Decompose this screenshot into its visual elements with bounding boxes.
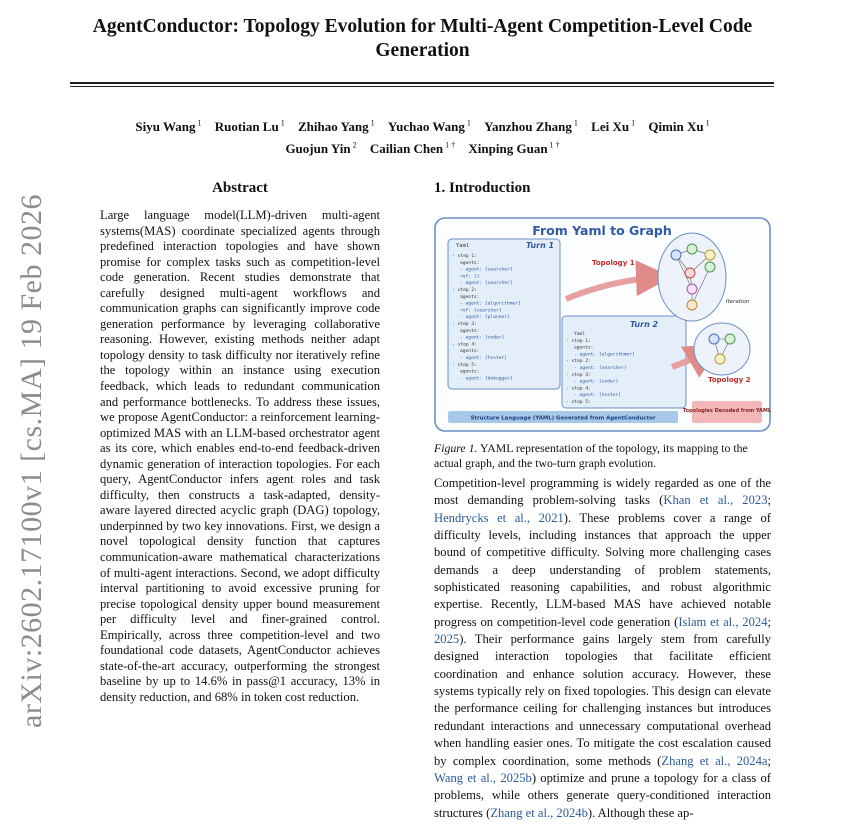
- topology1-node: [687, 244, 697, 254]
- author-affiliation: 1: [278, 119, 285, 128]
- author-name: Ruotian Lu $^1$: [214, 119, 285, 135]
- abstract-body: Large language model(LLM)-driven multi-agent systems(MAS) coordinate specialized agents through predefined interaction topologies and have shown promise for complex tasks such as competition-level code generation. Recent studies demonstrate that carefully designed multi-agent workflows and communication graphs can significantly improve code generation performance by leveraging collaborative reasoning. However, existing methods neither adapt topology density to task difficulty nor iteratively refine the topology within an instance using execution feedback, which leads to redundant communication and performance bottlenecks. To address these issues, we propose AgentConductor: a reinforcement learning-optimized MAS with an LLM-based orchestrator agent as its core, which enables end-to-end feedback-driven dynamic generation of interaction topologies. For each query, AgentConductor infers agent roles and task difficulty, then constructs a task-adapted, density-aware layered directed acyclic graph (DAG) topology, underpinned by two key innovations. First, we design a novel topological density function that captures communication-aware mathematical characterizations of multi-agent interactions. Second, we adopt difficulty interval partitioning to avoid excessive pruning for precise topological density upper bound measurement per difficulty level and finer-grained control. Empirically, across three competition-level and two foundational code datasets, AgentConductor achieves state-of-the-art accuracy, outperforming the strongest baseline by up to 14.6% in pass@1 accuracy, 13% in density reduction, and 68% in token cost reduction.: [100, 208, 380, 704]
- arxiv-stamp-text: arXiv:2602.17100v1 [cs.MA] 19 Feb 2026: [15, 194, 49, 728]
- figure-1-caption: [434, 441, 771, 470]
- author-affiliation: 1: [464, 119, 471, 128]
- intro-text: ). Although these ap-: [587, 805, 694, 820]
- introduction-heading: 1. Introduction: [434, 180, 531, 196]
- topology2-node: [709, 334, 719, 344]
- caption-text: YAML representation of the topology, its mapping to the actual graph, and the two-turn graph evolution.: [434, 441, 748, 470]
- topology1-node: [705, 262, 715, 272]
- bottom-right-label: Topologies Decoded from YAML: [682, 408, 771, 414]
- author-name: Lei Xu $^1$: [591, 119, 636, 135]
- yaml-line: agents:: [460, 349, 480, 355]
- paper-title: AgentConductor: Topology Evolution for Multi-Agent Competition-Level Code Generation: [92, 16, 753, 61]
- citation-link[interactable]: Wang et al., 2025b: [434, 770, 532, 785]
- yaml-line: - agent: [searcher]: [460, 267, 513, 273]
- yaml-line: - agent: [searcher]: [460, 281, 513, 287]
- author-affiliation: 2: [350, 140, 357, 150]
- yaml-line: agents:: [574, 345, 594, 351]
- yaml-line: Yaml: [574, 332, 586, 337]
- intro-text: ). These problems cover a range of difficulty levels, including instances that approach the upper bound of competitive difficulty. Solving more challenging cases demands a deep understanding of problem statements, sophisticated reasoning capabilities, and robust algorithmic expertise. Recently, LLM-based MAS have achieved notable progress on competition-level code generation (: [434, 510, 771, 629]
- topology1-label: Topology 1: [592, 259, 635, 267]
- yaml-line: ref: []: [460, 274, 480, 280]
- yaml-line: - agent: [searcher]: [574, 366, 627, 371]
- title-rule-thin: [70, 86, 774, 87]
- topology1-node: [671, 250, 681, 260]
- author-affiliation: 1: [195, 119, 202, 128]
- author-name: Siyu Wang $^1$: [135, 119, 202, 135]
- yaml-line: - step 2:: [566, 359, 591, 365]
- author-name: Guojun Yin $^2$: [285, 140, 357, 156]
- citation-link[interactable]: Hendrycks et al., 2021: [434, 510, 564, 525]
- author-name: Qimin Xu $^1$: [648, 119, 710, 135]
- bottom-left-label: Structure Language (YAML) Generated from AgentConductor: [470, 415, 656, 422]
- topology2-label: Topology 2: [708, 376, 751, 384]
- yaml-line: agents:: [460, 294, 480, 300]
- yaml-line: agents:: [460, 260, 480, 266]
- author-list: [110, 115, 735, 158]
- yaml-line: - agent: [coder]: [460, 335, 505, 341]
- yaml-line: - step 5:: [566, 400, 591, 405]
- intro-text: ;: [767, 614, 771, 629]
- author-affiliation: 1 †: [443, 140, 456, 150]
- citation-link[interactable]: 2025: [434, 632, 460, 647]
- yaml-line: - step 1:: [566, 338, 591, 344]
- yaml-line: - step 1:: [452, 254, 477, 259]
- intro-text: ;: [767, 753, 771, 768]
- author-affiliation: 1: [571, 119, 578, 128]
- author-affiliation: 1: [703, 119, 710, 128]
- topology2-node: [725, 334, 735, 344]
- yaml-line: - agent: [coder]: [574, 379, 619, 385]
- figure-banner: From Yaml to Graph: [532, 223, 672, 238]
- citation-link[interactable]: Khan et al., 2023: [663, 493, 768, 508]
- yaml-line: - step 2:: [452, 288, 477, 293]
- citation-link[interactable]: Islam et al., 2024: [678, 614, 768, 629]
- intro-text: Competition-level programming is widely regarded as one of the most demanding problem-solving tasks (: [434, 476, 771, 508]
- author-name: Yanzhou Zhang $^1$: [484, 119, 578, 135]
- yaml-line: - agent: [tester]: [460, 356, 508, 361]
- yaml-line: agents:: [460, 328, 480, 334]
- yaml-line: - agent: [planner]: [460, 315, 510, 321]
- intro-text: ) optimize and prune a topology for a class of problems, while others generate query-conditioned interaction structures (: [434, 770, 771, 820]
- citation-link[interactable]: Zhang et al., 2024b: [490, 805, 588, 820]
- yaml-line: - step 4:: [566, 386, 591, 392]
- title-rule-thick: [70, 82, 774, 84]
- figure-1: [434, 217, 771, 432]
- intro-text: ;: [767, 493, 771, 508]
- yaml-line: - agent: [algorithmer]: [460, 301, 521, 307]
- caption-label: Figure 1.: [434, 441, 478, 455]
- yaml-line: - step 3:: [452, 322, 477, 327]
- author-name: Cailian Chen $^{1 \dagger}$: [369, 140, 456, 156]
- yaml-line: - step 3:: [566, 372, 591, 378]
- topology1-node: [687, 300, 697, 310]
- yaml-line: - agent: [tester]: [574, 393, 622, 399]
- author-name: Zhihao Yang $^1$: [297, 119, 375, 135]
- yaml-line: agents:: [460, 369, 480, 375]
- topology1-node: [705, 250, 715, 260]
- turn2-label: Turn 2: [630, 320, 659, 329]
- turn1-yaml-label: Yaml: [456, 243, 470, 249]
- yaml-line: - agent: [algorithmer]: [574, 352, 635, 358]
- yaml-line: ref: [searcher]: [460, 308, 502, 314]
- topology2-graph: [694, 323, 750, 375]
- author-name: Yuchao Wang $^1$: [387, 119, 471, 135]
- topology2-node: [715, 354, 725, 364]
- author-affiliation: 1: [368, 119, 375, 128]
- topology1-node: [687, 284, 697, 294]
- introduction-body: [434, 475, 771, 827]
- intro-text: ). Their performance gains largely stem from carefully designed interaction topologies that facilitate efficient coordination and enhance solution accuracy. However, these systems typically rely on fixed topologies. This design can elevate the performance ceiling for challenging instances but introduces redundant interactions and unnecessary computational overhead when handling easier ones. To mitigate the cost escalation caused by complex coordination, some methods (: [434, 632, 771, 768]
- turn1-label: Turn 1: [526, 241, 555, 250]
- author-affiliation: 1: [629, 119, 636, 128]
- author-name: Xinping Guan $^{1 \dagger}$: [468, 140, 560, 156]
- figure-1-diagram: [434, 217, 771, 432]
- topology1-node: [685, 268, 695, 278]
- author-affiliation: 1 †: [547, 140, 560, 150]
- yaml-line: - step 5:: [452, 362, 477, 368]
- yaml-line: - agent: [debugger]: [460, 376, 513, 382]
- yaml-line: - step 4:: [452, 342, 477, 348]
- iteration-label: Iteration: [726, 299, 750, 305]
- citation-link[interactable]: Zhang et al., 2024a: [661, 753, 768, 768]
- arxiv-stamp: [10, 194, 54, 728]
- abstract-heading: Abstract: [212, 180, 268, 196]
